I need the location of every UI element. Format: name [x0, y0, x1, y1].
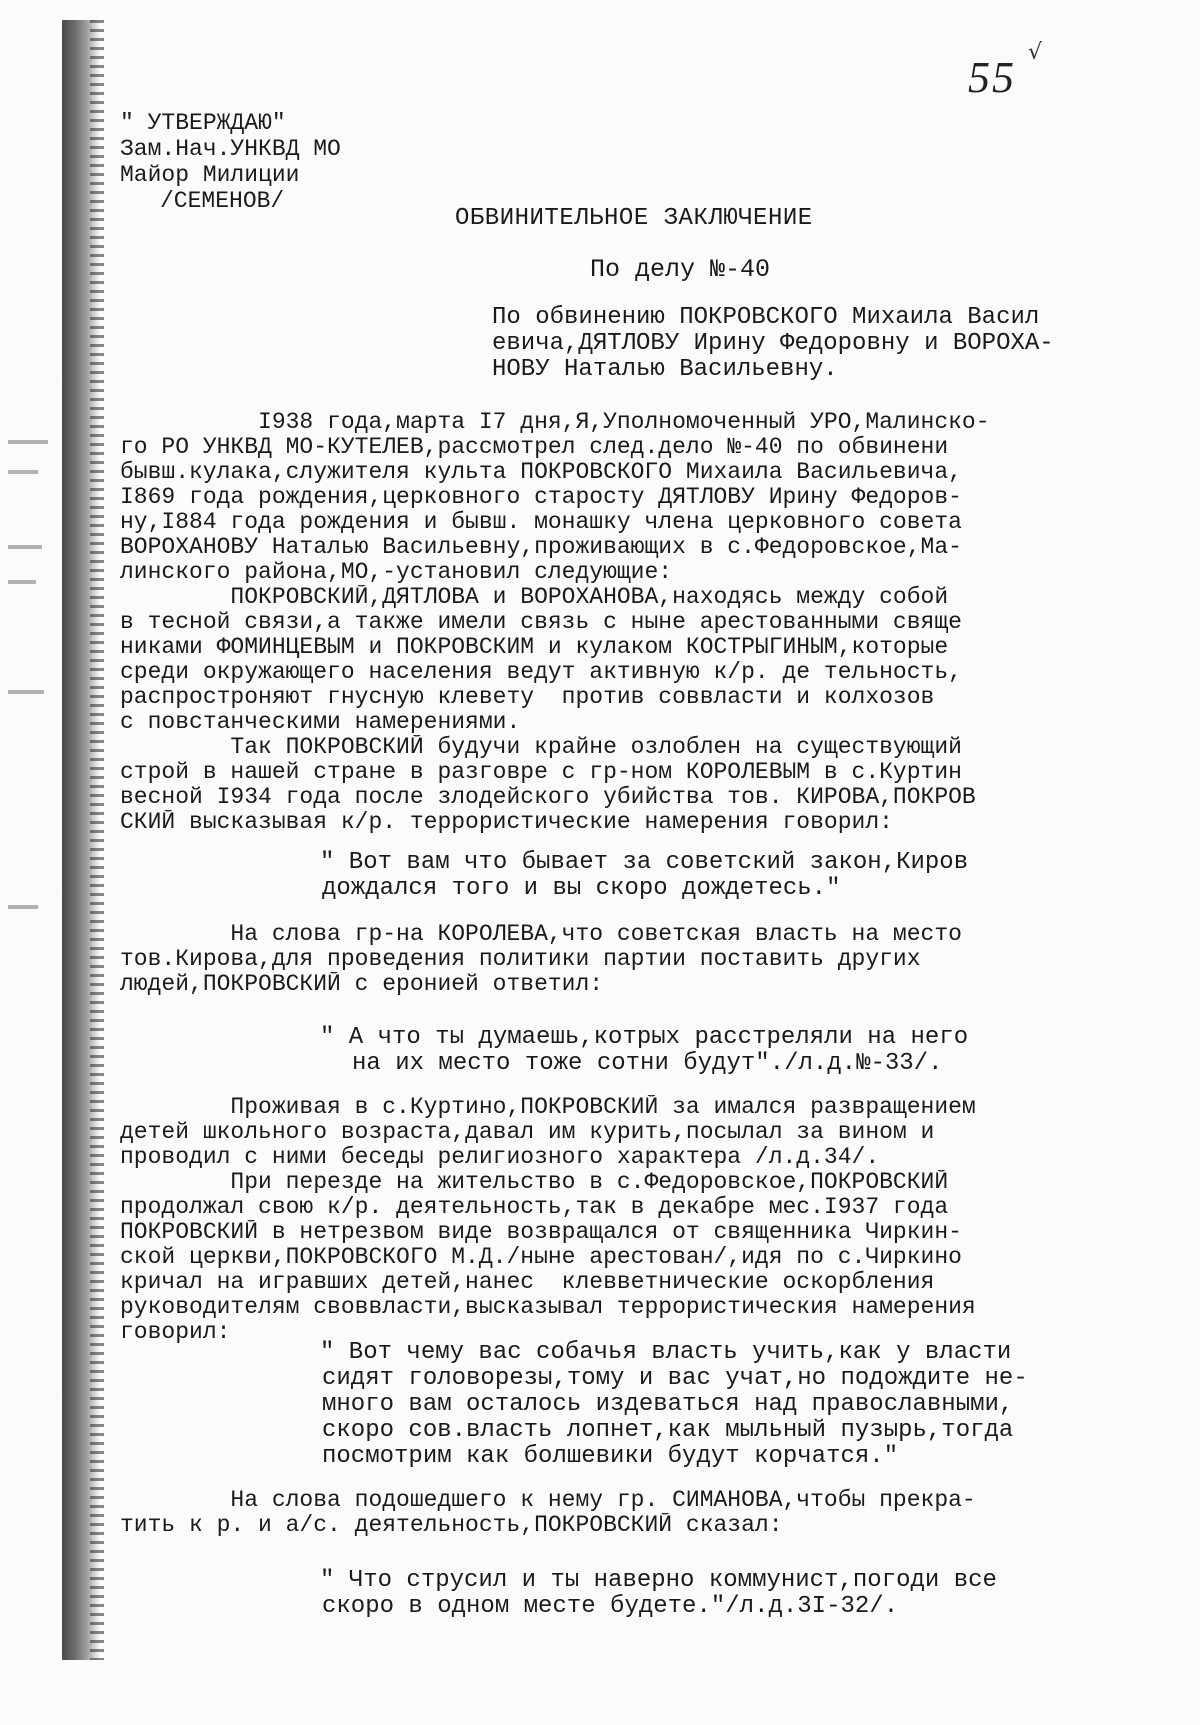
quote-line: посмотрим как болшевики будут корчатся.": [322, 1443, 899, 1470]
approval-line: Майор Милиции: [120, 162, 300, 188]
accused-line: НОВУ Наталью Васильевну.: [492, 356, 838, 383]
accused-line: евича,ДЯТЛОВУ Ирину Федоровну и ВОРОХА-: [492, 330, 1054, 357]
quote-coward: [320, 1568, 997, 1620]
scan-artifact: [8, 545, 42, 549]
folio-number: 55: [968, 53, 1016, 102]
text-line: говорил:: [120, 1320, 231, 1345]
quote-line: " А что ты думаешь,котрых расстреляли на него: [320, 1024, 969, 1051]
quote-line: сидят головорезы,тому и вас учат,но подождите не-: [322, 1365, 1028, 1392]
text-line: с повстанческими намерениями.: [120, 710, 521, 735]
quote-line: на их место тоже сотни будут"./л.д.№-33/.: [352, 1050, 943, 1077]
quote-line: " Что струсил и ты наверно коммунист,погоди все: [320, 1567, 997, 1594]
accused-line: По обвинению ПОКРОВСКОГО Михаила Васил: [492, 304, 1040, 331]
quote-line: скоро в одном месте будете."/л.д.3I-32/.: [322, 1593, 899, 1620]
approval-stamp-block: [120, 110, 341, 214]
quote-line: дождался того и вы скоро дождетесь.": [322, 875, 841, 902]
text-line: среди окружающего населения ведут активную к/р. де тельность,: [120, 660, 962, 685]
text-line: На слова подошедшего к нему гр. СИМАНОВА,чтобы прекра-: [120, 1488, 976, 1513]
text-line: ВОРОХАНОВУ Наталью Васильевну,проживающих в с.Федоровское,Ма-: [120, 535, 962, 560]
text-line: ской церкви,ПОКРОВСКОГО М.Д./ныне арестован/,идя по с.Чиркино: [120, 1245, 962, 1270]
text-line: в тесной связи,а также имели связь с ныне арестованными свяще: [120, 610, 962, 635]
paragraph-intro: [120, 410, 1145, 835]
text-line: детей школьного возраста,давал им курить,посылал за вином и: [120, 1120, 935, 1145]
paragraph-kurtino: [120, 1095, 1145, 1345]
text-line: линского района,МО,-установил следующие:: [120, 560, 673, 585]
text-line: руководителям своввласти,высказывал террористическия намерения: [120, 1295, 976, 1320]
paragraph-korolev: [120, 922, 1145, 997]
text-line: строй в нашей стране в разговре с гр-ном КОРОЛЕВЫМ в с.Куртин: [120, 760, 962, 785]
text-line: I869 года рождения,церковного старосту ДЯТЛОВУ Ирину Федоров-: [120, 485, 962, 510]
text-line: ПОКРОВСКИЙ в нетрезвом виде возвращался от священника Чиркин-: [120, 1220, 962, 1245]
scan-artifact: [8, 440, 48, 444]
approval-line: Зам.Нач.УНКВД МО: [120, 136, 341, 162]
text-line: весной I934 года после злодейского убийства тов. КИРОВА,ПОКРОВ: [120, 785, 976, 810]
accused-block: [492, 305, 1142, 383]
approval-line: /СЕМЕНОВ/: [160, 188, 285, 214]
text-line: людей,ПОКРОВСКИЙ с еронией ответил:: [120, 972, 604, 997]
folio-checkmark: √: [1028, 40, 1043, 65]
quote-line: " Вот вам что бывает за советский закон,Киров: [320, 849, 969, 876]
text-line: ПОКРОВСКИЙ,ДЯТЛОВА и ВОРОХАНОВА,находясь между собой: [120, 585, 949, 610]
scan-artifact: [8, 905, 38, 909]
quote-dog-power: [320, 1340, 1028, 1470]
case-number: По делу №-40: [590, 255, 771, 284]
text-line: ну,I884 года рождения и бывш. монашку члена церковного совета: [120, 510, 962, 535]
binding-stitch-marks: [90, 20, 104, 1660]
approval-line: " УТВЕРЖДАЮ": [120, 110, 286, 136]
text-line: тов.Кирова,для проведения политики партии поставить других: [120, 947, 921, 972]
text-line: бывш.кулака,служителя культа ПОКРОВСКОГО Михаила Васильевича,: [120, 460, 962, 485]
document-title: ОБВИНИТЕЛЬНОЕ ЗАКЛЮЧЕНИЕ: [455, 205, 813, 232]
quote-line: много вам осталось издеваться над православными,: [322, 1391, 1014, 1418]
text-line: Проживая в с.Куртино,ПОКРОВСКИЙ за имался развращением: [120, 1095, 976, 1120]
text-line: тить к р. и а/с. деятельность,ПОКРОВСКИЙ сказал:: [120, 1513, 783, 1538]
quote-line: скоро сов.власть лопнет,как мыльный пузырь,тогда: [322, 1417, 1014, 1444]
text-line: На слова гр-на КОРОЛЕВА,что советская власть на место: [120, 922, 962, 947]
text-line: При перезде на жительство в с.Федоровское,ПОКРОВСКИЙ: [120, 1170, 949, 1195]
text-line: Так ПОКРОВСКИЙ будучи крайне озлоблен на существующий: [120, 735, 962, 760]
quote-line: " Вот чему вас собачья власть учить,как у власти: [320, 1339, 1012, 1366]
text-line: продолжал свою к/р. деятельность,так в декабре мес.I937 года: [120, 1195, 949, 1220]
text-line: проводил с ними беседы религиозного характера /л.д.34/.: [120, 1145, 880, 1170]
text-line: СКИЙ высказывая к/р. террористические намерения говорил:: [120, 810, 893, 835]
scan-artifact: [8, 580, 36, 584]
paragraph-simanov: [120, 1488, 1145, 1538]
scan-artifact: [8, 470, 38, 474]
text-line: кричал на игравших детей,нанес клевветнические оскорбления: [120, 1270, 935, 1295]
scan-artifact: [8, 690, 44, 694]
quote-executed: [320, 1025, 968, 1077]
text-line: распростроняют гнусную клевету против соввласти и колхозов: [120, 685, 935, 710]
quote-kirov: [320, 850, 968, 902]
text-line: никами ФОМИНЦЕВЫМ и ПОКРОВСКИМ и кулаком КОСТРЫГИНЫМ,которые: [120, 635, 949, 660]
text-line: I938 года,марта I7 дня,Я,Уполномоченный УРО,Малинско-: [120, 410, 990, 435]
text-line: го РО УНКВД МО-КУТЕЛЕВ,рассмотрел след.дело №-40 по обвинени: [120, 435, 949, 460]
